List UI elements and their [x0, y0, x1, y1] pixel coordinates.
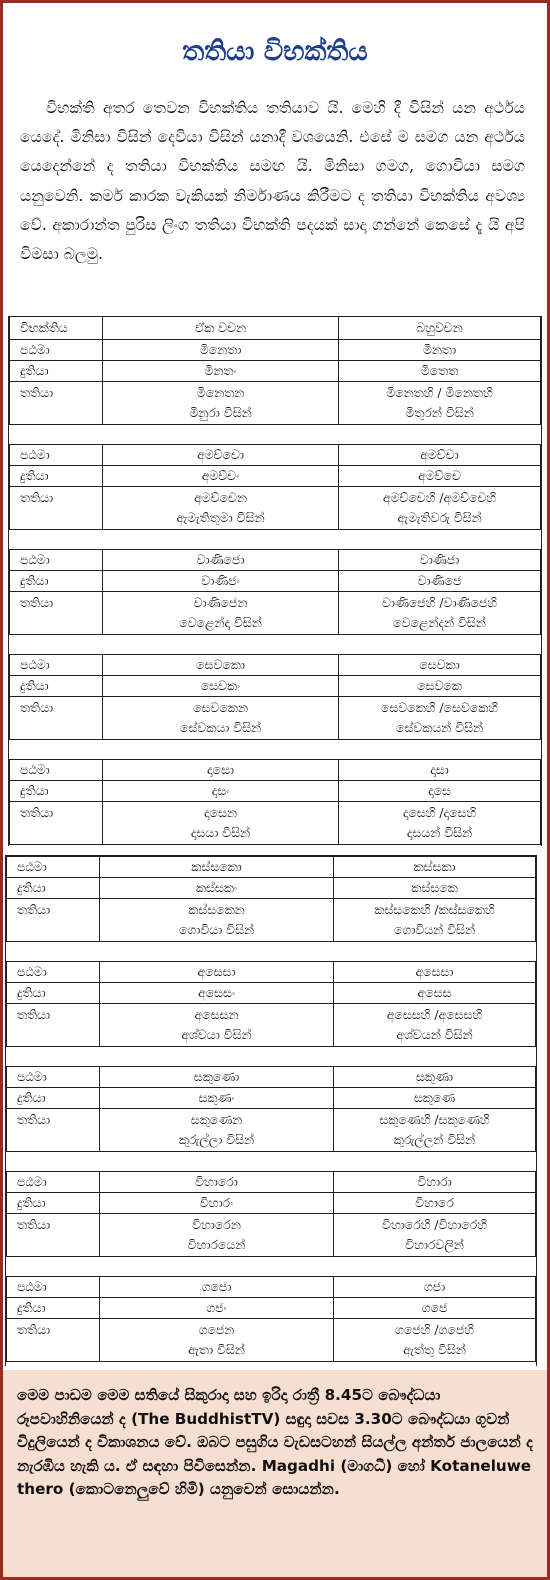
singular-gloss: මිනුරා විසින්	[189, 405, 252, 420]
plural-form: වාණිජා	[339, 550, 541, 571]
plural-pali-form: වාණිජෙහි /වාණිජෙහි	[381, 595, 498, 610]
singular-form: කස්සකං	[100, 878, 334, 899]
singular-pali-form: සෙවකෙන	[193, 700, 248, 715]
plural-pali-form: විහාරෙහි /විහාරෙහි	[382, 1217, 487, 1232]
table-row	[7, 857, 536, 878]
plural-pali-form: අමච්චෙහි /අමච්චෙහි	[382, 490, 497, 505]
singular-form: විහාරං	[100, 1193, 334, 1214]
table-row	[7, 1004, 536, 1047]
case-label: දුතියා	[7, 1193, 100, 1214]
plural-pali-form: දාසෙහි /දාසෙහි	[402, 805, 477, 820]
plural-form: ගජෙ	[334, 1298, 536, 1319]
singular-form: ගජො	[100, 1277, 334, 1298]
singular-form: සකුණො	[100, 1067, 334, 1088]
group-spacer	[7, 1047, 536, 1067]
declension-table-page-1	[8, 316, 542, 846]
plural-form	[334, 1004, 536, 1047]
case-label: තතියා	[10, 697, 103, 740]
singular-pali-form: සකුණෙන	[190, 1112, 243, 1127]
table-row	[7, 878, 536, 899]
group-spacer	[10, 740, 541, 760]
case-label: පඨමා	[10, 340, 103, 361]
plural-form	[339, 487, 541, 530]
singular-form: විහාරො	[100, 1172, 334, 1193]
singular-form	[100, 899, 334, 942]
table-row	[7, 1172, 536, 1193]
singular-form	[100, 1109, 334, 1152]
singular-form: කස්සකො	[100, 857, 334, 878]
singular-gloss: ගොවියා විසින්	[178, 922, 255, 937]
plural-gloss: වෙළෙන්දන් විසින්	[393, 615, 486, 630]
table-row	[10, 382, 541, 425]
case-label: තතියා	[10, 487, 103, 530]
plural-gloss: දාසයන් විසින්	[406, 825, 473, 840]
plural-form: මිනතා	[339, 340, 541, 361]
plural-pali-form: ගජෙහි /ගජෙහි	[395, 1322, 474, 1337]
case-label: පඨමා	[7, 962, 100, 983]
table-row	[7, 1193, 536, 1214]
plural-form	[334, 1214, 536, 1257]
singular-form	[100, 1004, 334, 1047]
case-label: දුතියා	[10, 781, 103, 802]
table-row	[10, 445, 541, 466]
group-spacer	[10, 635, 541, 655]
case-label: දුතියා	[7, 1298, 100, 1319]
plural-gloss: ඇමැතිවරු විසින්	[397, 510, 482, 525]
table-row	[10, 592, 541, 635]
header-plural: බහුවචන	[339, 317, 541, 340]
table-row	[10, 466, 541, 487]
case-label: පඨමා	[10, 445, 103, 466]
case-label: තතියා	[7, 899, 100, 942]
singular-form: සෙවකං	[103, 676, 339, 697]
group-spacer	[7, 942, 536, 962]
case-label: පඨමා	[10, 655, 103, 676]
singular-form: මිනතං	[103, 361, 339, 382]
plural-form: සකුණා	[334, 1067, 536, 1088]
plural-pali-form: සකුණෙහි /සකුණෙහි	[379, 1112, 490, 1127]
singular-gloss: සේවකයා විසින්	[179, 720, 262, 735]
table-row	[7, 1298, 536, 1319]
plural-form: මිතෙත	[339, 361, 541, 382]
intro-paragraph: විභක්ති අතර තෙවන විභක්තිය තතියාව යි. මෙහි දී විසින් යන අර්ථය යෙදේ. මිනිසා විසින් දෙවියා විසින් යනාදී වශයෙනි. එසේ ම සමග යන අර්ථය යෙදෙන්නේ ද තතියා විභක්තිය සමඟ යි. මිනිසා ගමග, ගොවියා සමග යනුවෙනි. කර්ම කාරක වැකියක් නිර්මාණය කිරීමට ද තතියා විභක්තිය අවශ්‍ය වේ. අකාරාන්ත පුරිස ලිංග තතියා විභක්ති පදයක් සාදා ගන්නේ කෙසේ දැ යි අපි විමසා බලමු.	[20, 99, 525, 264]
case-label: දුතියා	[7, 1088, 100, 1109]
plural-form	[339, 697, 541, 740]
plural-form: සකුණෙ	[334, 1088, 536, 1109]
case-label: දුතියා	[10, 676, 103, 697]
singular-form: අමච්චං	[103, 466, 339, 487]
group-spacer	[7, 1152, 536, 1172]
table-row	[10, 655, 541, 676]
singular-pali-form: කස්සකෙන	[188, 902, 245, 917]
singular-form	[100, 1319, 334, 1362]
case-label: පඨමා	[10, 760, 103, 781]
plural-pali-form: කස්සකෙහි /කස්සකෙහි	[374, 902, 495, 917]
singular-form	[103, 382, 339, 425]
table-row	[7, 1088, 536, 1109]
case-label: දුතියා	[10, 361, 103, 382]
singular-form: මිනෙතා	[103, 340, 339, 361]
plural-gloss: ගොවියන් විසින්	[393, 922, 476, 937]
singular-pali-form: අමච්චෙන	[194, 490, 247, 505]
singular-gloss: වෙළෙන්දා විසින්	[179, 615, 262, 630]
plural-gloss: කුරුල්ලන් විසින්	[393, 1132, 476, 1147]
case-label: තතියා	[7, 1319, 100, 1362]
plural-form: කස්සකෙ	[334, 878, 536, 899]
singular-form: අසෙසා	[100, 962, 334, 983]
plural-pali-form: මිනෙතහි / මිනෙතහි	[386, 385, 493, 400]
case-label: පඨමා	[7, 1172, 100, 1193]
case-label: තතියා	[10, 802, 103, 845]
singular-gloss: විහාරයෙන්	[187, 1237, 246, 1252]
declension-table-1	[9, 316, 541, 845]
broadcast-notice-text: මෙම පාඩම මෙම සතියේ සිකුරාදා සහ ඉරිදා රාත්‍රී 8.45ට බෞද්ධයා රූපවාහිනියෙන් ද (The BuddhistTV) සඳුදා සවස 3.30ට බෞද්ධයා ගුවන් විදුලියෙන් ද විකාශනය වේ. ඔබට පසුගිය වැඩසටහන් සියල්ල අන්තර් ජාලයෙන් ද නැරඹිය හැකි ය. ඒ සඳහා පිවිසෙන්න. Magadhi (මාගධී) හෝ Kotaneluwe thero (කොටනෙලුවේ හිමි) යනුවෙන් සොයන්න.	[17, 1386, 533, 1498]
plural-gloss: අශ්වයන් විසින්	[396, 1027, 473, 1042]
singular-form: වාණිජො	[103, 550, 339, 571]
table-row	[10, 361, 541, 382]
declension-table-2	[6, 856, 536, 1362]
singular-form	[103, 487, 339, 530]
singular-pali-form: විහාරෙන	[192, 1217, 241, 1232]
page-title: තතියා විභක්තිය	[182, 36, 368, 67]
plural-form: වාණිජෙ	[339, 571, 541, 592]
table-row	[10, 802, 541, 845]
plural-form	[334, 899, 536, 942]
table-row	[7, 962, 536, 983]
case-label: තතියා	[7, 1214, 100, 1257]
plural-gloss: මිතුරන් විසින්	[405, 405, 474, 420]
case-label: තතියා	[10, 382, 103, 425]
singular-gloss: ඇමැතිතුමා විසින්	[176, 510, 265, 525]
plural-form: ගජා	[334, 1277, 536, 1298]
group-spacer	[10, 530, 541, 550]
case-label: පඨමා	[10, 550, 103, 571]
singular-gloss: අශ්වයා විසින්	[181, 1027, 252, 1042]
case-label: පඨමා	[7, 857, 100, 878]
group-spacer	[10, 425, 541, 445]
case-label: දුතියා	[7, 878, 100, 899]
table-row	[10, 760, 541, 781]
plural-form: දාසෙ	[339, 781, 541, 802]
case-label: පඨමා	[7, 1277, 100, 1298]
singular-form: සකුණං	[100, 1088, 334, 1109]
broadcast-notice	[3, 1370, 547, 1577]
plural-gloss: ඇත්තු විසින්	[403, 1342, 466, 1357]
singular-form: අමච්චො	[103, 445, 339, 466]
table-row	[10, 550, 541, 571]
plural-gloss: විහාරවලින්	[405, 1237, 464, 1252]
plural-form: කස්සකා	[334, 857, 536, 878]
singular-form: අසෙසං	[100, 983, 334, 1004]
singular-pali-form: අසෙසන	[194, 1007, 239, 1022]
table-row	[7, 983, 536, 1004]
case-label: තතියා	[7, 1109, 100, 1152]
singular-form: දාසො	[103, 760, 339, 781]
plural-gloss: සේවකයන් විසින්	[395, 720, 484, 735]
singular-form: ගජං	[100, 1298, 334, 1319]
table-row	[7, 899, 536, 942]
table-row	[7, 1109, 536, 1152]
case-label: තතියා	[10, 592, 103, 635]
plural-form	[339, 592, 541, 635]
plural-form	[334, 1109, 536, 1152]
singular-form	[100, 1214, 334, 1257]
case-label: දුතියා	[10, 571, 103, 592]
case-label: දුතියා	[10, 466, 103, 487]
singular-gloss: දාසයා විසින්	[190, 825, 251, 840]
plural-form: අමච්චෙ	[339, 466, 541, 487]
plural-form	[339, 382, 541, 425]
singular-form	[103, 802, 339, 845]
singular-form: සෙවකො	[103, 655, 339, 676]
header-case: විභක්තිය	[10, 317, 103, 340]
plural-pali-form: සෙවකෙහි /සෙවකෙහි	[380, 700, 499, 715]
singular-form	[103, 697, 339, 740]
singular-gloss: ඇතා විසින්	[188, 1342, 245, 1357]
plural-pali-form: අසෙසහි /අසෙසහි	[386, 1007, 483, 1022]
table-header-row	[10, 317, 541, 340]
table-row	[10, 571, 541, 592]
header-singular: ඒක වචන	[103, 317, 339, 340]
singular-pali-form: දාසෙන	[204, 805, 237, 820]
table-row	[10, 781, 541, 802]
table-row	[10, 697, 541, 740]
table-row	[7, 1277, 536, 1298]
plural-form: අමච්චා	[339, 445, 541, 466]
case-label: දුතියා	[7, 983, 100, 1004]
singular-form: වාණිජං	[103, 571, 339, 592]
plural-form	[339, 802, 541, 845]
case-label: පඨමා	[7, 1067, 100, 1088]
declension-table-page-2	[5, 855, 537, 1366]
table-row	[10, 340, 541, 361]
singular-pali-form: වාණිජෙන	[193, 595, 248, 610]
plural-form	[334, 1319, 536, 1362]
plural-form: සෙවකෙ	[339, 676, 541, 697]
table-row	[7, 1319, 536, 1362]
plural-form: අසෙස	[334, 983, 536, 1004]
table-row	[10, 487, 541, 530]
singular-form	[103, 592, 339, 635]
singular-pali-form: මිනෙතන	[196, 385, 245, 400]
plural-form: සෙවකා	[339, 655, 541, 676]
singular-pali-form: ගජෙන	[198, 1322, 235, 1337]
plural-form: දාසා	[339, 760, 541, 781]
table-row	[7, 1067, 536, 1088]
plural-form: විහාරා	[334, 1172, 536, 1193]
group-spacer	[7, 1257, 536, 1277]
plural-form: විහාරෙ	[334, 1193, 536, 1214]
table-row	[10, 676, 541, 697]
singular-form: දාසං	[103, 781, 339, 802]
singular-gloss: කුරුල්ලා විසින්	[178, 1132, 255, 1147]
plural-form: අසෙසා	[334, 962, 536, 983]
table-row	[7, 1214, 536, 1257]
case-label: තතියා	[7, 1004, 100, 1047]
